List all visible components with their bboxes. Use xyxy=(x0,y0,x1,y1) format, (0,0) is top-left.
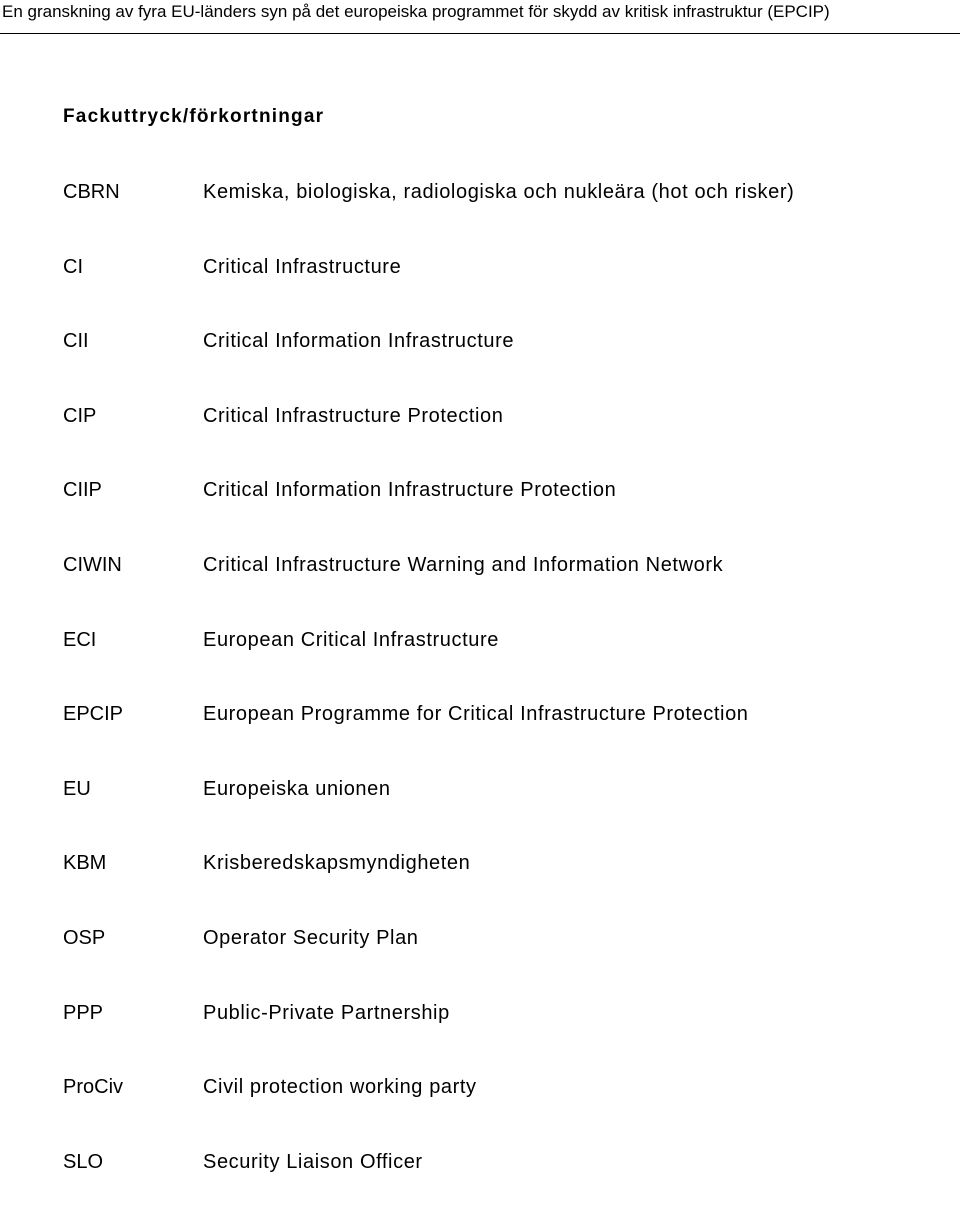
abbreviation-term: CI xyxy=(63,255,83,278)
abbreviation-definition: Critical Infrastructure xyxy=(203,255,402,278)
abbreviation-list xyxy=(63,180,943,1224)
abbreviation-term: PPP xyxy=(63,1001,104,1024)
abbreviation-row xyxy=(63,255,943,330)
abbreviation-term: CBRN xyxy=(63,181,120,203)
section-heading: Fackuttryck/förkortningar xyxy=(63,106,325,127)
abbreviation-row xyxy=(63,478,943,553)
abbreviation-row xyxy=(63,180,943,255)
abbreviation-row xyxy=(63,777,943,852)
abbreviation-term: OSP xyxy=(63,926,106,949)
abbreviation-term: CIP xyxy=(63,404,97,427)
abbreviation-definition: Critical Infrastructure Warning and Information Network xyxy=(203,553,724,576)
abbreviation-definition: Krisberedskapsmyndigheten xyxy=(203,852,471,875)
abbreviation-row xyxy=(63,628,943,703)
abbreviation-row xyxy=(63,1075,943,1150)
abbreviation-definition: Operator Security Plan xyxy=(203,926,419,949)
abbreviation-definition: European Critical Infrastructure xyxy=(203,628,499,651)
abbreviation-row xyxy=(63,329,943,404)
abbreviation-definition: Security Liaison Officer xyxy=(203,1150,423,1173)
abbreviation-definition: Public-Private Partnership xyxy=(203,1001,450,1024)
abbreviation-row xyxy=(63,404,943,479)
abbreviation-definition: Kemiska, biologiska, radiologiska och nukleära (hot och risker) xyxy=(203,181,795,203)
abbreviation-definition: European Programme for Critical Infrastructure Protection xyxy=(203,703,749,726)
abbreviation-definition: Critical Information Infrastructure Protection xyxy=(203,479,617,502)
running-header-text: En granskning av fyra EU-länders syn på det europeiska programmet för skydd av kritisk infrastruktur (EPCIP) xyxy=(2,2,830,21)
abbreviation-term: EPCIP xyxy=(63,703,124,726)
abbreviation-term: ECI xyxy=(63,628,97,651)
abbreviation-definition: Critical Information Infrastructure xyxy=(203,330,515,353)
abbreviation-term: KBM xyxy=(63,852,107,875)
abbreviation-term: CIIP xyxy=(63,479,102,502)
abbreviation-row xyxy=(63,926,943,1001)
abbreviation-row xyxy=(63,1150,943,1224)
running-header xyxy=(0,0,960,34)
abbreviation-term: CII xyxy=(63,330,89,353)
abbreviation-row xyxy=(63,702,943,777)
abbreviation-term: ProCiv xyxy=(63,1076,124,1099)
abbreviation-row xyxy=(63,851,943,926)
abbreviation-term: CIWIN xyxy=(63,553,122,576)
abbreviation-term: SLO xyxy=(63,1150,104,1173)
abbreviation-row xyxy=(63,1001,943,1076)
abbreviation-term: EU xyxy=(63,777,91,800)
abbreviation-row xyxy=(63,553,943,628)
abbreviation-definition: Europeiska unionen xyxy=(203,777,391,800)
abbreviation-definition: Critical Infrastructure Protection xyxy=(203,404,504,427)
abbreviation-definition: Civil protection working party xyxy=(203,1076,477,1099)
